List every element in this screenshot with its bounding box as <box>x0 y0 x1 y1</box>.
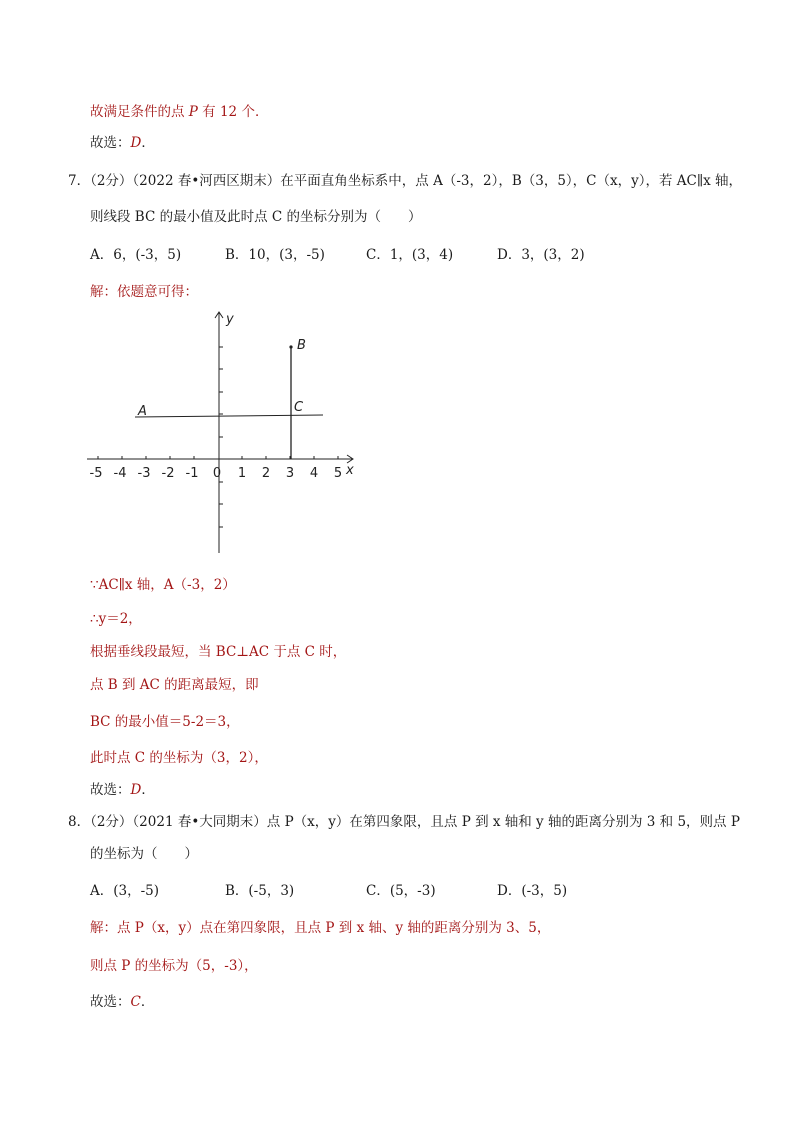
q7-sol-line1: ∵AC∥x 轴，A（-3，2） <box>90 577 236 593</box>
point-b-dot <box>289 345 292 348</box>
x-tick-label: 0 <box>212 466 222 481</box>
x-axis-label: x <box>346 463 354 478</box>
q7-sol-line6: 此时点 C 的坐标为（3，2）， <box>90 750 268 766</box>
q7-option-a: A．6，(-3，5) <box>90 247 182 263</box>
q8-sol-line2: 则点 P 的坐标为（5，-3）， <box>90 958 258 974</box>
q7-option-c: C．1，(3，4) <box>366 247 454 263</box>
q8-stem-line1: 8．（2分）（2021 春•大同期末）点 P（x，y）在第四象限，且点 P 到 x 轴和 y 轴的距离分别为 3 和 5，则点 P <box>68 814 740 830</box>
x-tick-label: -4 <box>113 466 127 481</box>
x-tick-label: 5 <box>333 466 343 481</box>
x-tick-label: -3 <box>137 466 151 481</box>
q7-answer: 故选：D． <box>90 782 155 798</box>
x-tick-label: 2 <box>261 466 271 481</box>
q8-option-d: D．(-3，5) <box>497 883 568 899</box>
q8-sol-line1: 解：点 P（x，y）点在第四象限，且点 P 到 x 轴、y 轴的距离分别为 3、5， <box>90 920 551 936</box>
q7-sol-line5: BC 的最小值＝5-2＝3， <box>90 714 240 730</box>
q8-stem-line2: 的坐标为（ ） <box>90 846 198 862</box>
x-tick-label: -2 <box>161 466 175 481</box>
x-tick-label: 4 <box>309 466 319 481</box>
q6-conclusion: 故满足条件的点 P 有 12 个． <box>90 104 269 120</box>
line-ac <box>135 415 323 417</box>
q8-option-a: A．(3，-5) <box>90 883 160 899</box>
q8-option-c: C．(5，-3) <box>366 883 436 899</box>
x-tick-label: -5 <box>89 466 103 481</box>
point-a-label: A <box>138 404 147 419</box>
y-axis-label: y <box>226 312 234 327</box>
x-tick-label: -1 <box>185 466 199 481</box>
q7-stem-line2: 则线段 BC 的最小值及此时点 C 的坐标分别为（ ） <box>90 209 422 225</box>
q7-stem-line1: 7．（2分）（2022 春•河西区期末）在平面直角坐标系中，点 A（-3，2），B（3，5），C（x，y），若 AC∥x 轴， <box>68 173 743 189</box>
x-tick-label: 3 <box>285 466 295 481</box>
point-c-label: C <box>294 400 304 415</box>
q7-sol-line4: 点 B 到 AC 的距离最短，即 <box>90 677 259 693</box>
point-b-label: B <box>297 338 306 353</box>
q7-option-d: D．3，(3，2) <box>497 247 585 263</box>
q8-answer: 故选：C． <box>90 994 155 1010</box>
q8-option-b: B．(-5，3) <box>225 883 295 899</box>
y-ticks <box>219 347 223 527</box>
q7-sol-line2: ∴y＝2， <box>90 611 142 627</box>
q7-option-b: B．10，(3，-5) <box>225 247 325 263</box>
q7-sol-line3: 根据垂线段最短，当 BC⊥AC 于点 C 时， <box>90 644 347 660</box>
q6-answer: 故选：D． <box>90 135 155 151</box>
coordinate-figure <box>85 308 365 558</box>
x-tick-label: 1 <box>237 466 247 481</box>
q7-solution-intro: 解：依题意可得： <box>90 284 198 300</box>
